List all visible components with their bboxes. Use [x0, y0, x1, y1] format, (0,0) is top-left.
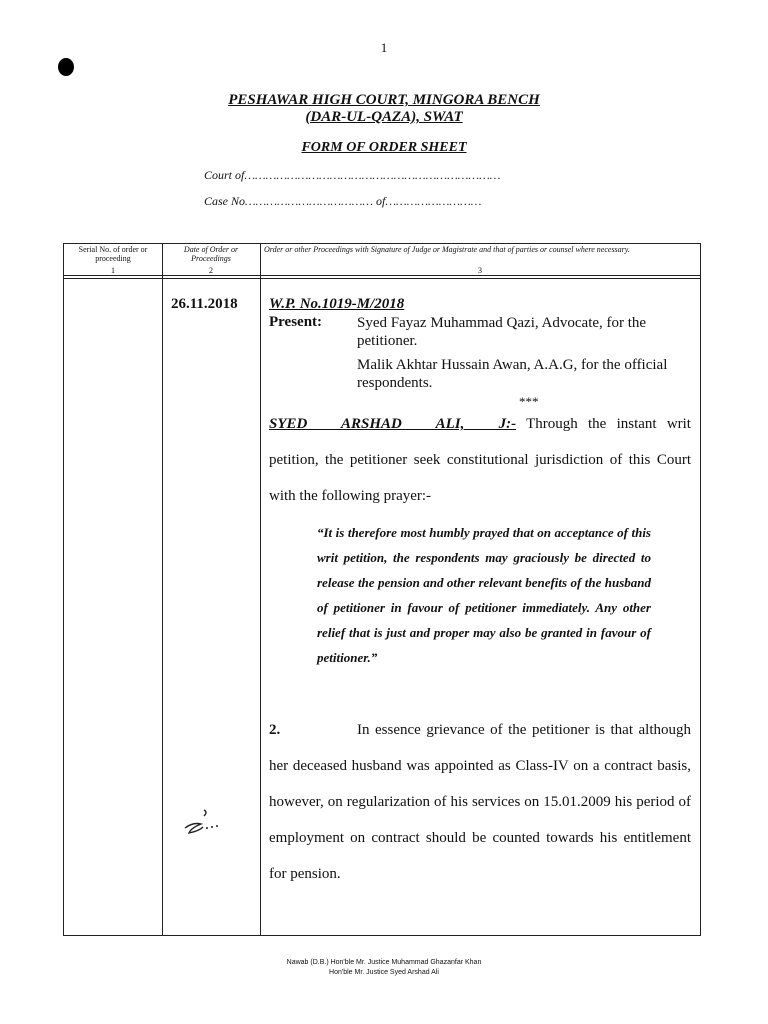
paragraph-2-text: In essence grievance of the petitioner is that although her deceased husband was appointed as Class-IV on a contract basis, however, on regularization of his services on 15.01.2009 his period of employment on contract should be counted towards his entitlement for pension.	[269, 722, 691, 882]
present-counsel-respondents: Malik Akhtar Hussain Awan, A.A.G, for the official respondents.	[357, 357, 668, 391]
column-divider	[260, 244, 261, 935]
order-sheet-table	[63, 243, 701, 936]
footer-bench	[0, 958, 768, 978]
judge-initials-signature	[182, 808, 222, 838]
case-no-field: Case No……………………………… of………………………	[204, 194, 482, 208]
intro-paragraph	[269, 406, 691, 514]
present-counsel-petitioner: Syed Fayaz Muhammad Qazi, Advocate, for the petitioner.	[357, 315, 647, 349]
col3-header: Order or other Proceedings with Signature of Judge or Magistrate and that of parties or counsel where necessary.	[264, 245, 630, 254]
paragraph-2	[269, 712, 691, 892]
column-divider	[162, 244, 163, 935]
paragraph-number: 2.	[269, 722, 281, 738]
prayer-quote: “It is therefore most humbly prayed that on acceptance of this writ petition, the respondents may graciously be directed to release the pension and other relevant benefits of the husband of petitioner in favour of petitioner immediately. Any other relief that is just and proper may also be granted in favour of petitioner.”	[317, 525, 651, 665]
col1-header: Serial No. of order or proceeding	[78, 245, 148, 263]
form-title: FORM OF ORDER SHEET	[301, 140, 467, 155]
col2-header: Date of Order or Proceedings	[183, 245, 239, 263]
intro-text: Through the instant writ petition, the petitioner seek constitutional jurisdiction of this Court with the following prayer:-	[269, 416, 691, 504]
order-date: 26.11.2018	[171, 296, 238, 312]
punch-hole-mark	[58, 58, 74, 76]
page-number: 1	[380, 40, 388, 55]
col3-number: 3	[478, 266, 482, 275]
header-rule	[64, 275, 700, 276]
col1-number: 1	[111, 266, 115, 275]
case-reference: W.P. No.1019-M/2018	[269, 296, 405, 312]
footer-line1: Nawab (D.B.) Hon'ble Mr. Justice Muhammad Ghazanfar Khan	[286, 959, 482, 966]
col2-number: 2	[209, 266, 213, 275]
header-rule	[64, 278, 700, 279]
separator: ***	[519, 394, 539, 409]
court-of-field: Court of………………………………………………………………	[204, 168, 501, 182]
judge-name: SYED ARSHAD ALI, J:-	[269, 416, 517, 432]
court-name	[0, 92, 768, 126]
court-name-line1: PESHAWAR HIGH COURT, MINGORA BENCH	[228, 92, 540, 108]
footer-line2: Hon'ble Mr. Justice Syed Arshad Ali	[329, 969, 439, 976]
present-label: Present:	[269, 314, 323, 330]
court-name-line2: (DAR-UL-QAZA), SWAT	[305, 109, 463, 125]
